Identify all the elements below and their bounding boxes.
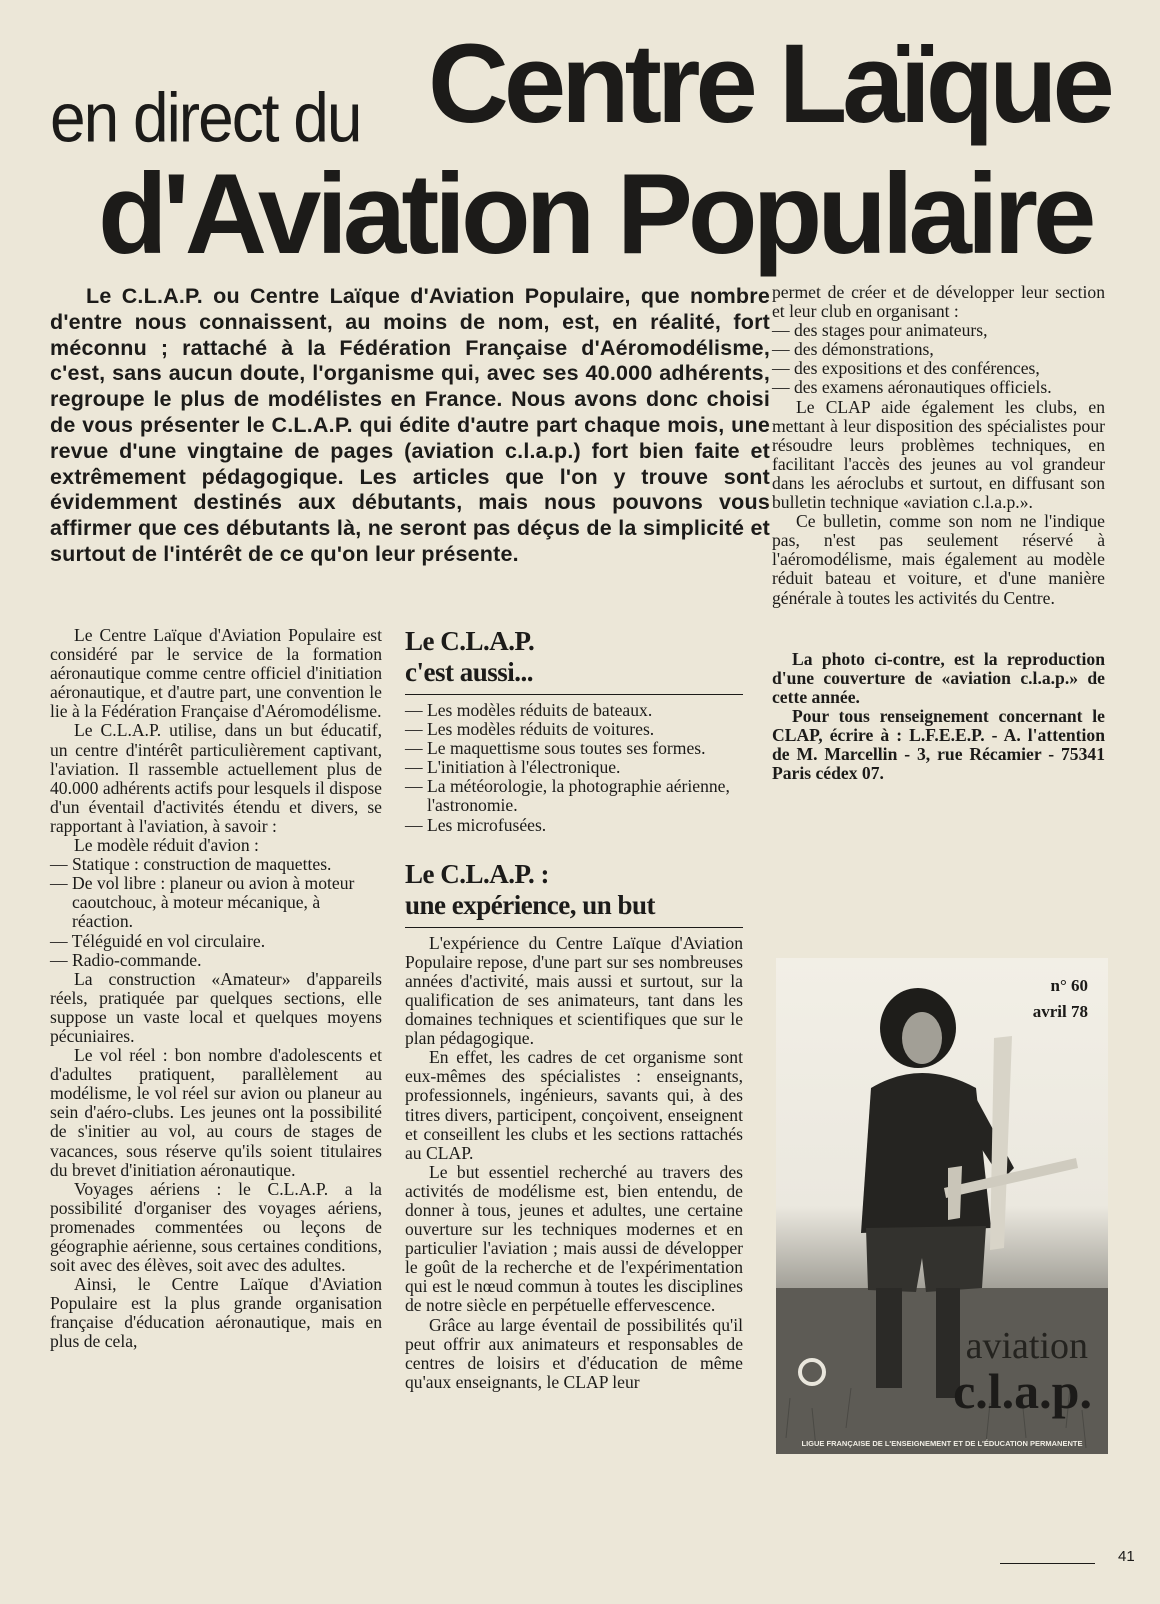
list-item: — Les modèles réduits de voitures.	[405, 720, 743, 739]
column-left	[50, 626, 382, 1352]
contact-note	[772, 650, 1105, 784]
list-item: — Téléguidé en vol circulaire.	[50, 932, 382, 951]
face	[902, 1012, 942, 1064]
list-item: — La météorologie, la photographie aérienne, l'astronomie.	[405, 777, 743, 815]
list-item: — L'initiation à l'électronique.	[405, 758, 743, 777]
photo-caption: La photo ci-contre, est la reproduction d'une couverture de «aviation c.l.a.p.» de cette année.	[772, 648, 1105, 707]
headline-line-1: Centre Laïque	[428, 21, 1110, 146]
activities-list	[405, 701, 743, 835]
cover-date: avril 78	[1032, 1002, 1088, 1021]
list-item: — Les microfusées.	[405, 816, 743, 835]
list-item: — Le maquettisme sous toutes ses formes.	[405, 739, 743, 758]
paragraph: Ainsi, le Centre Laïque d'Aviation Populaire est la plus grande organisation française d'éducation aéronautique, mais en plus de cela,	[50, 1274, 382, 1352]
list-item: — des démonstrations,	[772, 340, 1105, 359]
sweater	[861, 1073, 991, 1233]
paragraph: Le C.L.A.P. utilise, dans un but éducatif, un centre d'intérêt particulièrement captivant, l'aviation. Il rassemble actuellement plus de 40.000 adhérents actifs pour lesquels il dispose d'un éventail d'activités étendu et divers, se rapportant à l'aviation, à savoir :	[50, 720, 382, 836]
headline-line-2: d'Aviation Populaire	[98, 151, 1092, 278]
glider-tail	[948, 1166, 962, 1220]
left-leg	[876, 1288, 902, 1388]
list-item: — des stages pour animateurs,	[772, 321, 1105, 340]
paragraph: Ce bulletin, comme son nom ne l'indique pas, n'est pas seulement réservé à l'aéromodélisme, mais également au modèle réduit bateau et voiture, et d'une manière générale à toutes les activités du Centre.	[772, 511, 1105, 608]
cover-title-line-2: c.l.a.p.	[953, 1363, 1092, 1419]
subheading-clap-aussi	[405, 626, 743, 692]
paragraph: Voyages aériens : le C.L.A.P. a la possibilité d'organiser des voyages aériens, promenades commentées ou leçons de géographie aérienne, sous certaines conditions, soit avec des élèves, soit avec des adultes.	[50, 1178, 382, 1276]
cover-title-line-1: aviation	[965, 1325, 1088, 1367]
glider-wing	[990, 1036, 1012, 1250]
paragraph: En effet, les cadres de cet organisme sont eux-mêmes des spécialistes : enseignants, professionnels, ingénieurs, savants qui, à des titres divers, participent, conçoivent, enseignent et conseillent les clubs et les sections rattachés au CLAP.	[405, 1047, 743, 1163]
paragraph: Le Centre Laïque d'Aviation Populaire est considéré par le service de la formation aéronautique comme centre officiel d'initiation aéronautique, et d'autre part, une convention le lie à la Fédération Française d'Aéromodélisme.	[50, 625, 382, 722]
organisation-list	[772, 321, 1105, 397]
contact-address: Pour tous renseignement concernant le CLAP, écrire à : L.F.E.E.P. - A. l'attention de M. Marcellin - 3, rue Récamier - 75341 Paris cédex 07.	[772, 705, 1105, 784]
cover-footer: LIGUE FRANÇAISE DE L'ENSEIGNEMENT ET DE L'ÉDUCATION PERMANENTE	[801, 1439, 1083, 1448]
list-item: — De vol libre : planeur ou avion à moteur caoutchouc, à moteur mécanique, à réaction.	[50, 874, 382, 931]
list-item: — Statique : construction de maquettes.	[50, 855, 382, 874]
list-item: — Les modèles réduits de bateaux.	[405, 701, 743, 720]
list-item: — des expositions et des conférences,	[772, 359, 1105, 378]
headline-prefix: en direct du	[50, 79, 361, 157]
paragraph: Le but essentiel recherché au travers des activités de modélisme est, bien entendu, de donner à tous, jeunes et adultes, une certaine ouverture sur les techniques modernes et en particulier l'aviation ; mais aussi de développer le goût de la recherche et de l'expérimentation qui est le nœud commun à toutes les disciplines de notre siècle en perpétuelle effervescence.	[405, 1161, 743, 1316]
paragraph: La construction «Amateur» d'appareils réels, pratiquée par quelques sections, elle suppose un vaste local et quelques moyens pécuniaires.	[50, 968, 382, 1046]
column-middle	[405, 626, 743, 1392]
model-types-list	[50, 855, 382, 970]
subheading-line: Le C.L.A.P.	[405, 626, 535, 656]
spacer	[772, 608, 1105, 650]
spacer	[405, 835, 743, 859]
section-rule	[405, 694, 743, 695]
subheading-line: c'est aussi...	[405, 657, 533, 687]
paragraph: Le modèle réduit d'avion :	[74, 835, 259, 856]
section-rule	[405, 927, 743, 928]
paragraph: Le vol réel : bon nombre d'adolescents et d'adultes pratiquent, parallèlement au modélisme, le vol réel sur avion ou planeur au sein d'aéro-clubs. Les jeunes ont la possibilité de s'initier au vol, au cours de stages de vacances, sous réserve qu'ils soient titulaires du brevet d'initiation aéronautique.	[50, 1045, 382, 1180]
paragraph: permet de créer et de développer leur section et leur club en organisant :	[772, 282, 1105, 322]
subheading-line: une expérience, un but	[405, 889, 656, 920]
cover-issue-number: n° 60	[1050, 976, 1088, 995]
paragraph: Grâce au large éventail de possibilités qu'il peut offrir aux animateurs et responsables de centres de loisirs et d'éducation de même qu'aux enseignants, le CLAP leur	[405, 1314, 743, 1392]
intro-paragraph: Le C.L.A.P. ou Centre Laïque d'Aviation Populaire, que nombre d'entre nous connaissent, au moins de nom, est, en réalité, fort méconnu ; rattaché à la Fédération Française d'Aéromodélisme, c'est, sans aucun doute, l'organisme qui, avec ses 40.000 adhérents, regroupe le plus de modélistes en France. Nous avons donc choisi de vous présenter le C.L.A.P. qui édite d'autre part chaque mois, une revue d'une vingtaine de pages (aviation c.l.a.p.) fort bien faite et extrêmement pédagogique. Les articles que l'on y trouve sont évidemment destinés aux débutants, mais nous pouvons vous affirmer que ces débutants là, ne seront pas déçus de la simplicité et surtout de l'intérêt de ce qu'on leur présente.	[50, 284, 770, 566]
list-item: — des examens aéronautiques officiels.	[772, 378, 1105, 397]
article-headline	[0, 0, 1160, 290]
page-number-rule	[1000, 1563, 1095, 1564]
list-item: — Radio-commande.	[50, 951, 382, 970]
subheading-line: Le C.L.A.P. :	[405, 858, 550, 889]
paragraph: Le CLAP aide également les clubs, en mettant à leur disposition des spécialistes pour résoudre leurs problèmes techniques, en facilitant l'accès des jeunes au vol grandeur dans les aéroclubs et surtout, en diffusant son bulletin technique «aviation c.l.a.p.».	[772, 396, 1105, 513]
subheading-experience	[405, 859, 743, 925]
magazine-cover-photo	[776, 958, 1108, 1454]
shorts	[866, 1226, 986, 1292]
paragraph: L'expérience du Centre Laïque d'Aviation Populaire repose, d'une part sur ses nombreuses années d'activité, mais aussi et surtout, sur la qualification de ses animateurs, tant dans les domaines techniques et scientifiques que sur le plan pédagogique.	[405, 932, 743, 1049]
page-number: 41	[1118, 1548, 1135, 1565]
column-right	[772, 283, 1105, 783]
